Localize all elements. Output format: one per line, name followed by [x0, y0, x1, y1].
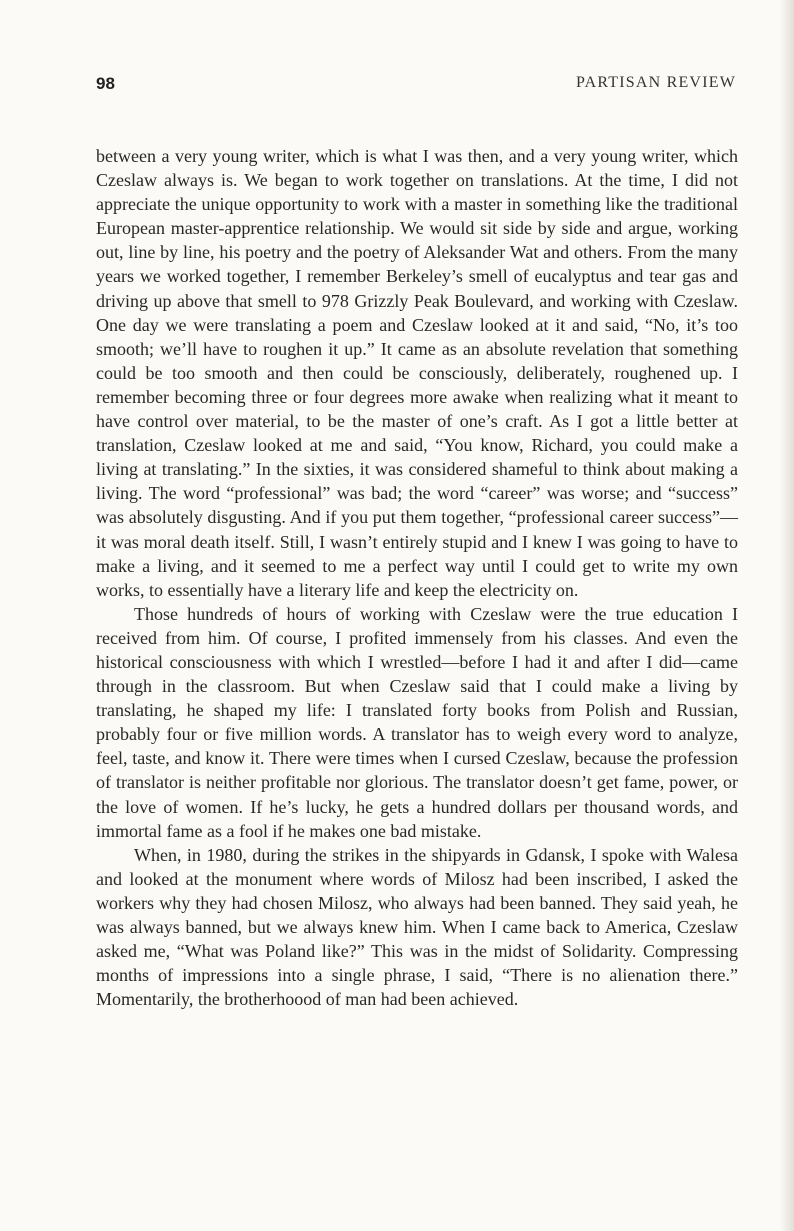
paragraph: When, in 1980, during the strikes in the shipyards in Gdansk, I spoke with Walesa and looked at the monument where words of Milosz had been inscribed, I asked the workers why they had chosen Milosz, who always had been banned. They said yeah, he was always banned, but we always knew him. When I came back to America, Czeslaw asked me, “What was Poland like?” This was in the midst of Solidarity. Compressing months of impressions into a single phrase, I said, “There is no alienation there.” Momentarily, the brotherhoood of man had been achieved. [96, 844, 738, 1010]
journal-title: PARTISAN REVIEW [575, 74, 736, 91]
article-body [96, 144, 738, 1011]
page-number: 98 [96, 74, 115, 93]
running-header [96, 74, 736, 96]
paragraph: Those hundreds of hours of working with Czeslaw were the true education I received from him. Of course, I profited immensely from his classes. And even the historical consciousness with which I wrestled—before I had it and after I did—came through in the classroom. But when Czeslaw said that I could make a living by translating, he shaped my life: I translated forty books from Polish and Russian, probably four or five million words. A translator has to weigh every word to analyze, feel, taste, and know it. There were times when I cursed Czeslaw, because the profession of translator is neither profitable nor glorious. The translator doesn’t get fame, power, or the love of women. If he’s lucky, he gets a hundred dollars per thousand words, and immortal fame as a fool if he makes one bad mistake. [96, 603, 738, 841]
paragraph-continued: between a very young writer, which is what I was then, and a very young writer, which Czeslaw always is. We began to work together on translations. At the time, I did not appreciate the unique opportunity to work with a master in something like the traditional European master-apprentice relationship. We would sit side by side and argue, working out, line by line, his poetry and the poetry of Aleksander Wat and others. From the many years we worked together, I remember Berkeley’s smell of eucalyptus and tear gas and driving up above that smell to 978 Grizzly Peak Boulevard, and working with Czeslaw. One day we were translating a poem and Czeslaw looked at it and said, “No, it’s too smooth; we’ll have to roughen it up.” It came as an absolute revelation that something could be too smooth and then could be consciously, deliberately, roughened up. I remember becoming three or four degrees more awake when realizing what it meant to have control over material, to be the master of one’s craft. As I got a little better at translation, Czeslaw looked at me and said, “You know, Richard, you could make a living at translating.” In the sixties, it was considered shameful to think about making a living. The word “professional” was bad; the word “career” was worse; and “success” was absolutely disgusting. And if you put them together, “professional career success”—it was moral death itself. Still, I wasn’t entirely stupid and I knew I was going to have to make a living, and it seemed to me a perfect way until I could get to write my own works, to essentially have a literary life and keep the electricity on. [96, 146, 738, 600]
page-edge-shadow [780, 0, 794, 1231]
